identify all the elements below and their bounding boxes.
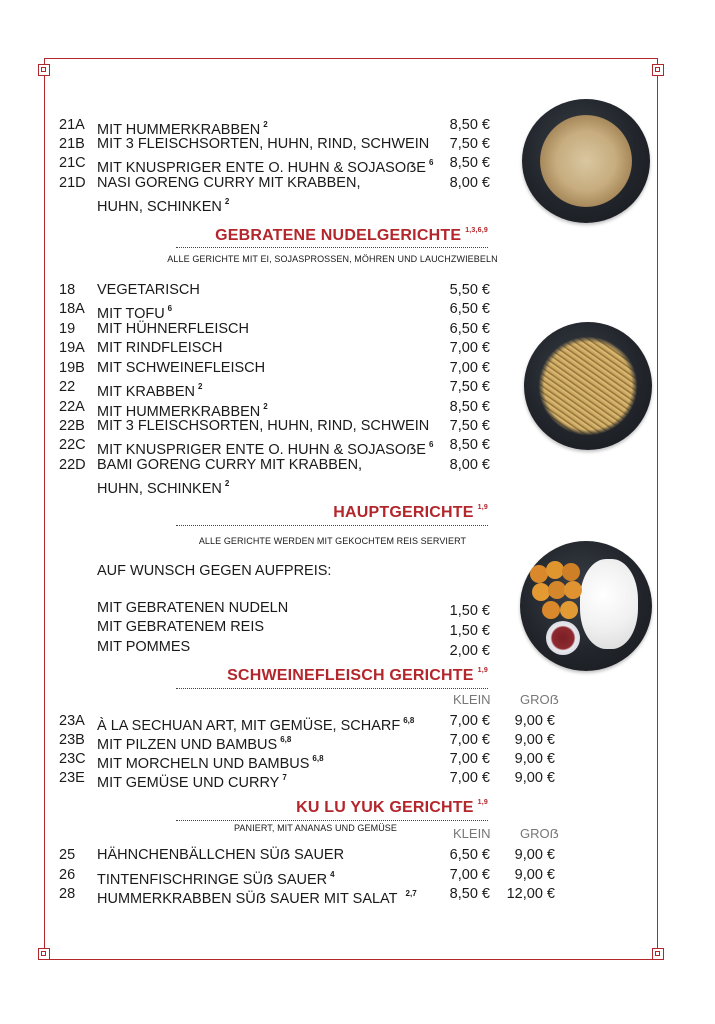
section-divider [176, 688, 488, 689]
allergen-codes: 2 [224, 197, 230, 206]
allergen-codes: 6,8 [312, 754, 324, 763]
item-price-small: 7,00 € [449, 867, 490, 883]
item-price: 8,00 € [449, 175, 490, 191]
item-price-small: 8,50 € [449, 886, 490, 902]
allergen-codes: 1,9 [477, 504, 488, 511]
item-name: MIT PILZEN UND BAMBUS $^{6,8}$ [97, 735, 292, 753]
item-number: 21B [59, 136, 85, 152]
item-price-small: 6,50 € [449, 847, 490, 863]
frame-corner-ornament [38, 64, 50, 76]
item-price: 6,50 € [449, 321, 490, 337]
allergen-codes: 2,7 [405, 889, 417, 898]
section-note: ALLE GERICHTE WERDEN MIT GEKOCHTEM REIS SERVIERT [198, 536, 467, 546]
allergen-codes: 2 [263, 402, 268, 411]
section-title: GEBRATENE NUDELGERICHTE $^{1,3,6,9}$ [215, 227, 488, 244]
item-number: 22B [59, 418, 85, 434]
item-name: HUHN, SCHINKEN $^2$ [97, 197, 230, 215]
allergen-codes: 2 [198, 382, 203, 391]
allergen-codes: 1,9 [477, 799, 488, 806]
item-price: 7,00 € [449, 360, 490, 376]
item-price: 2,00 € [449, 643, 490, 659]
section-title: HAUPTGERICHTE $^{1,9}$ [333, 504, 488, 521]
item-name: VEGETARISCH [97, 282, 200, 298]
frame-corner-ornament [38, 948, 50, 960]
item-price: 7,00 € [449, 340, 490, 356]
item-name: MIT GEMÜSE UND CURRY $^7$ [97, 773, 287, 791]
item-name: MIT KNUSPRIGER ENTE O. HUHN & SOJASOẞE $^6$ [97, 158, 434, 176]
item-name: À LA SECHUAN ART, MIT GEMÜSE, SCHARF $^{6,8}$ [97, 716, 415, 734]
allergen-codes: 2 [263, 120, 268, 129]
item-price-small: 7,00 € [449, 770, 490, 786]
section-title: KU LU YUK GERICHTE $^{1,9}$ [296, 799, 488, 816]
fried-rice-plate-image [522, 99, 650, 223]
section-title: SCHWEINEFLEISCH GERICHTE $^{1,9}$ [227, 667, 488, 684]
column-header-large: GROẞ [520, 692, 559, 707]
item-number: 22 [59, 379, 76, 395]
allergen-codes: 6 [428, 440, 434, 449]
menu-item-row [0, 455, 715, 475]
item-number: 21D [59, 175, 86, 191]
allergen-codes: 4 [330, 870, 335, 879]
item-name: MIT HUMMERKRABBEN $^2$ [97, 120, 268, 138]
menu-item-row [0, 768, 715, 791]
item-price-large: 9,00 € [514, 867, 555, 883]
allergen-codes: 6 [428, 158, 434, 167]
item-number: 23C [59, 751, 86, 767]
item-number: 18 [59, 282, 76, 298]
frame-corner-ornament [652, 64, 664, 76]
menu-item-row [0, 474, 715, 497]
item-price: 1,50 € [449, 623, 490, 639]
item-price: 7,50 € [449, 379, 490, 395]
item-name: TINTENFISCHRINGE SÜẞ SAUER $^4$ [97, 870, 335, 888]
fried-noodles-plate-image [524, 322, 652, 450]
item-name: MIT KRABBEN $^2$ [97, 382, 203, 400]
item-price: 5,50 € [449, 282, 490, 298]
allergen-codes: 1,3,6,9 [465, 227, 488, 234]
item-number: 26 [59, 867, 76, 883]
item-name: HUHN, SCHINKEN $^2$ [97, 479, 230, 497]
section-note: ALLE GERICHTE MIT EI, SOJASPROSSEN, MÖHREN UND LAUCHZWIEBELN [167, 254, 498, 264]
item-number: 21A [59, 117, 85, 133]
item-number: 19B [59, 360, 85, 376]
item-price: 8,50 € [449, 117, 490, 133]
item-name: MIT GEBRATENEM REIS [97, 619, 265, 635]
main-dish-plate-image [520, 541, 652, 671]
item-price: 7,50 € [449, 418, 490, 434]
section-divider [176, 247, 488, 248]
item-name: MIT 3 FLEISCHSORTEN, HUHN, RIND, SCHWEIN [97, 418, 430, 434]
item-price: 7,50 € [449, 136, 490, 152]
item-price: 6,50 € [449, 301, 490, 317]
item-name: MIT HÜHNERFLEISCH [97, 321, 249, 337]
item-price: 8,50 € [449, 155, 490, 171]
menu-item-row [0, 280, 715, 300]
surcharge-intro: AUF WUNSCH GEGEN AUFPREIS: [97, 563, 332, 579]
item-number: 28 [59, 886, 76, 902]
section-divider [176, 525, 488, 526]
column-header-large: GROẞ [520, 826, 559, 841]
item-name: MIT GEBRATENEN NUDELN [97, 600, 289, 616]
item-number: 23B [59, 732, 85, 748]
allergen-codes: 6,8 [280, 735, 292, 744]
item-price: 1,50 € [449, 603, 490, 619]
item-number: 23E [59, 770, 85, 786]
item-price-large: 9,00 € [514, 847, 555, 863]
item-name: BAMI GORENG CURRY MIT KRABBEN, [97, 457, 363, 473]
item-name: MIT HUMMERKRABBEN $^2$ [97, 402, 268, 420]
item-name: HUMMERKRABBEN SÜẞ SAUER MIT SALAT $^{2,7}$ [97, 889, 417, 907]
allergen-codes: 7 [282, 773, 287, 782]
item-number: 22A [59, 399, 85, 415]
item-number: 18A [59, 301, 85, 317]
menu-item-row [0, 730, 715, 753]
item-name: HÄHNCHENBÄLLCHEN SÜẞ SAUER [97, 847, 345, 863]
menu-item-row [0, 884, 715, 907]
item-number: 22D [59, 457, 86, 473]
item-price-small: 7,00 € [449, 751, 490, 767]
section-divider [176, 820, 488, 821]
item-name: NASI GORENG CURRY MIT KRABBEN, [97, 175, 361, 191]
item-number: 25 [59, 847, 76, 863]
item-price-large: 12,00 € [506, 886, 555, 902]
allergen-codes: 6,8 [403, 716, 415, 725]
menu-item-row [0, 711, 715, 734]
item-number: 19 [59, 321, 76, 337]
column-header-small: KLEIN [453, 692, 491, 707]
item-price: 8,50 € [449, 399, 490, 415]
item-price: 8,00 € [449, 457, 490, 473]
item-name: MIT KNUSPRIGER ENTE O. HUHN & SOJASOẞE $^6$ [97, 440, 434, 458]
menu-item-row [0, 865, 715, 888]
menu-item-row [0, 749, 715, 772]
frame-corner-ornament [652, 948, 664, 960]
item-price-large: 9,00 € [514, 751, 555, 767]
menu-item-row [0, 845, 715, 865]
item-name: MIT TOFU $^6$ [97, 304, 173, 322]
item-number: 21C [59, 155, 86, 171]
item-number: 23A [59, 713, 85, 729]
item-name: MIT RINDFLEISCH [97, 340, 223, 356]
allergen-codes: 1,9 [477, 667, 488, 674]
item-price-large: 9,00 € [514, 770, 555, 786]
item-number: 22C [59, 437, 86, 453]
section-note: PANIERT, MIT ANANAS UND GEMÜSE [233, 823, 398, 833]
item-name: MIT POMMES [97, 639, 191, 655]
item-price-small: 7,00 € [449, 732, 490, 748]
item-name: MIT MORCHELN UND BAMBUS $^{6,8}$ [97, 754, 324, 772]
item-price: 8,50 € [449, 437, 490, 453]
column-header-small: KLEIN [453, 826, 491, 841]
item-price-small: 7,00 € [449, 713, 490, 729]
menu-item-row [0, 299, 715, 322]
allergen-codes: 2 [224, 479, 230, 488]
allergen-codes: 6 [167, 304, 173, 313]
item-number: 19A [59, 340, 85, 356]
item-name: MIT SCHWEINEFLEISCH [97, 360, 266, 376]
item-price-large: 9,00 € [514, 713, 555, 729]
item-name: MIT 3 FLEISCHSORTEN, HUHN, RIND, SCHWEIN [97, 136, 430, 152]
item-price-large: 9,00 € [514, 732, 555, 748]
